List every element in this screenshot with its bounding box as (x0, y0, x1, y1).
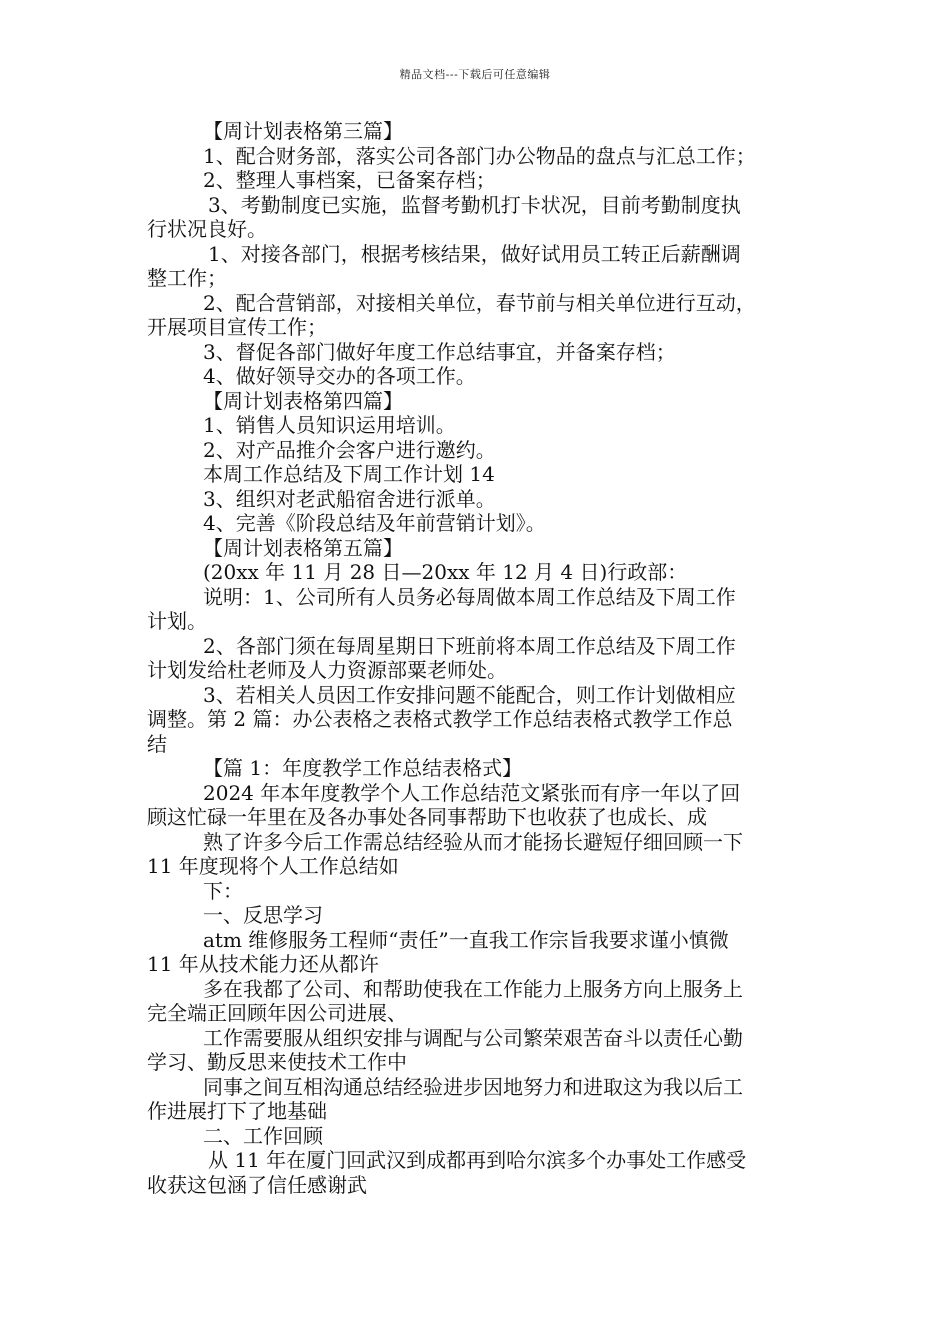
text-line: 1、销售人员知识运用培训。 (203, 413, 456, 437)
text-line: 2、配合营销部，对接相关单位，春节前与相关单位进行互动， (203, 290, 756, 315)
text-line: 下： (203, 878, 243, 903)
text-line: 2、整理人事档案，已备案存档； (203, 168, 496, 192)
text-line: 【周计划表格第三篇】 (203, 119, 403, 143)
text-line: 1、配合财务部，落实公司各部门办公物品的盘点与汇总工作； (203, 143, 756, 168)
text-line: 学习、勤反思来使技术工作中 (147, 1050, 407, 1074)
text-line: 开展项目宣传工作； (147, 315, 327, 339)
text-line: 多在我都了公司、和帮助使我在工作能力上服务方向上服务上 (203, 976, 743, 1001)
text-line: 行状况良好。 (147, 217, 267, 241)
text-line: 11 年度现将个人工作总结如 (147, 854, 399, 878)
text-line: 一、反思学习 (203, 903, 323, 927)
text-line: 【篇 1：年度教学工作总结表格式】 (203, 756, 523, 780)
text-line: 3、督促各部门做好年度工作总结事宜，并备案存档； (203, 339, 676, 364)
text-line: 调整。第 2 篇：办公表格之表格式教学工作总结表格式教学工作总 (147, 707, 733, 731)
text-line: 3、组织对老武船宿舍进行派单。 (203, 486, 496, 511)
text-line: 结 (147, 731, 167, 756)
text-line: atm 维修服务工程师“责任”一直我工作宗旨我要求谨小慎微 (203, 927, 729, 952)
document-body (147, 119, 827, 1197)
text-line: 二、工作回顾 (203, 1123, 323, 1148)
text-line: 4、做好领导交办的各项工作。 (203, 364, 476, 388)
text-line: 说明：1、公司所有人员务必每周做本周工作总结及下周工作 (203, 584, 736, 609)
text-line: 收获这包涵了信任感谢武 (147, 1172, 367, 1197)
text-line: 本周工作总结及下周工作计划 14 (203, 462, 495, 486)
text-line: 整工作； (147, 266, 227, 290)
text-line: 4、完善《阶段总结及年前营销计划》。 (203, 511, 546, 535)
text-line: 2024 年本年度教学个人工作总结范文紧张而有序一年以了回 (203, 780, 741, 805)
text-line: 2、对产品推介会客户进行邀约。 (203, 437, 496, 462)
text-line: 3、考勤制度已实施，监督考勤机打卡状况，目前考勤制度执 (208, 192, 741, 217)
text-line: 完全端正回顾年因公司进展、 (147, 1001, 407, 1025)
text-line: 【周计划表格第四篇】 (203, 388, 403, 413)
text-line: 1、对接各部门，根据考核结果，做好试用员工转正后薪酬调 (208, 241, 741, 266)
text-line: 熟了许多今后工作需总结经验从而才能扬长避短仔细回顾一下 (203, 829, 743, 854)
page-header: 精品文档---下载后可任意编辑 (399, 68, 551, 81)
text-line: 11 年从技术能力还从都许 (147, 952, 379, 976)
text-line: 作进展打下了地基础 (147, 1099, 327, 1123)
text-line: 【周计划表格第五篇】 (203, 535, 403, 560)
text-line: 计划发给杜老师及人力资源部粟老师处。 (147, 658, 507, 682)
text-line: 2、各部门须在每周星期日下班前将本周工作总结及下周工作 (203, 633, 736, 658)
text-line: 从 11 年在厦门回武汉到成都再到哈尔滨多个办事处工作感受 (208, 1148, 747, 1172)
text-line: (20xx 年 11 月 28 日—20xx 年 12 月 4 日)行政部： (203, 560, 688, 584)
text-line: 计划。 (147, 609, 207, 633)
text-line: 3、若相关人员因工作安排问题不能配合，则工作计划做相应 (203, 682, 736, 707)
text-line: 工作需要服从组织安排与调配与公司繁荣艰苦奋斗以责任心勤 (203, 1025, 743, 1050)
text-line: 顾这忙碌一年里在及各办事处各同事帮助下也收获了也成长、成 (147, 805, 707, 829)
text-line: 同事之间互相沟通总结经验进步因地努力和进取这为我以后工 (203, 1074, 743, 1099)
